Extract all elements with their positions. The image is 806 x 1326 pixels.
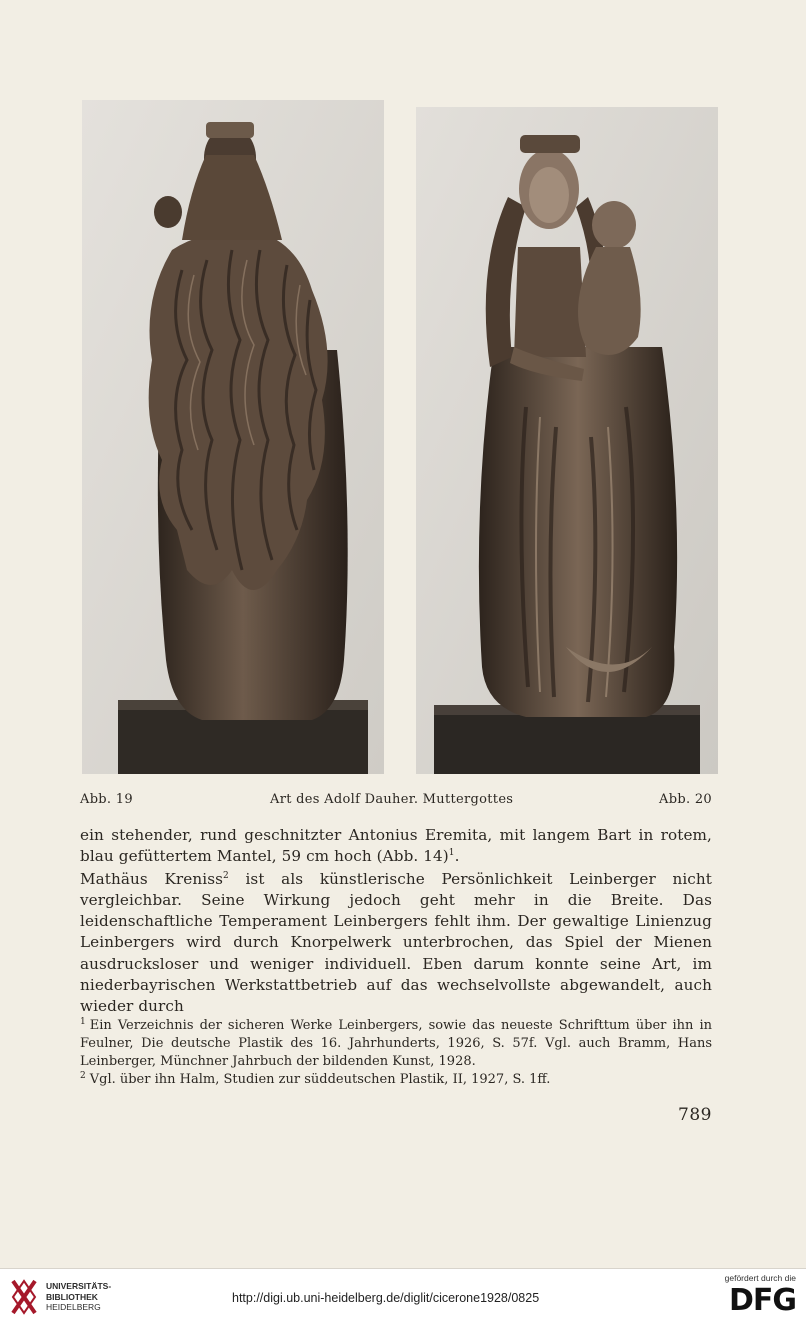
library-emblem-icon: [10, 1277, 38, 1317]
library-name: UNIVERSITÄTS- BIBLIOTHEK HEIDELBERG: [46, 1281, 112, 1312]
dfg-logo-text: DFG: [728, 1283, 796, 1318]
paragraph-2: Mathäus Kreniss$^2$ ist als künstlerische Persönlichkeit Leinberger nicht vergleichbar. Seine Wirkung jedoch geht mehr in die Breite. Das leidenschaftliche Temperament Leinbergers fehlt ihm. Der gewaltige Linienzug Leinbergers wird durch Knorpelwerk unterbrochen, das Spiel der Mienen ausdrucksloser und weniger individuell. Eben darum konnte seine Art, im niederbayrischen Werkstattbetrieb auf das wechselvollste abgewandelt, auch wieder durch: [80, 870, 712, 1015]
ub-heidelberg-logo[interactable]: [10, 1277, 160, 1319]
footnote-ref-2: 2: [223, 871, 229, 882]
figure-caption: [80, 792, 712, 812]
permalink-url[interactable]: http://digi.ub.uni-heidelberg.de/diglit/cicerone1928/0825: [232, 1291, 540, 1305]
footnotes: [80, 1017, 712, 1089]
body-text: [80, 825, 712, 1017]
footnote-ref-1: 1: [448, 848, 455, 859]
caption-title: Art des Adolf Dauher. Muttergottes: [270, 792, 514, 807]
footnote-2: $^2$ Vgl. über ihn Halm, Studien zur süddeutschen Plastik, II, 1927, S. 1ff.: [80, 1070, 551, 1087]
footnote-1: $^1$ Ein Verzeichnis der sicheren Werke Leinbergers, sowie das neueste Schrifttum über ihn in Feulner, Die deutsche Plastik des 16. Jahrhunderts, 1926, S. 57f. Vgl. auch Bramm, Hans Leinberger, Münchner Jahrbuch der bildenden Kunst, 1928.: [80, 1016, 712, 1069]
caption-right-label: Abb. 20: [659, 792, 712, 807]
madonna-front-view-image: [416, 107, 718, 774]
dfg-funding-logo[interactable]: [708, 1273, 796, 1323]
statue-rear-view-image: [82, 100, 384, 774]
page-number: 789: [678, 1105, 712, 1125]
dfg-label: gefördert durch die: [724, 1273, 796, 1283]
viewer-footer: [0, 1268, 806, 1326]
figure-abb-19: [82, 100, 384, 774]
figure-abb-20: [416, 107, 718, 774]
caption-left-label: Abb. 19: [80, 792, 133, 807]
paragraph-1: ein stehender, rund geschnitzter Antonius Eremita, mit langem Bart in rotem, blau gefüttertem Mantel, 59 cm hoch (Abb. 14)$^1$.: [80, 826, 712, 866]
